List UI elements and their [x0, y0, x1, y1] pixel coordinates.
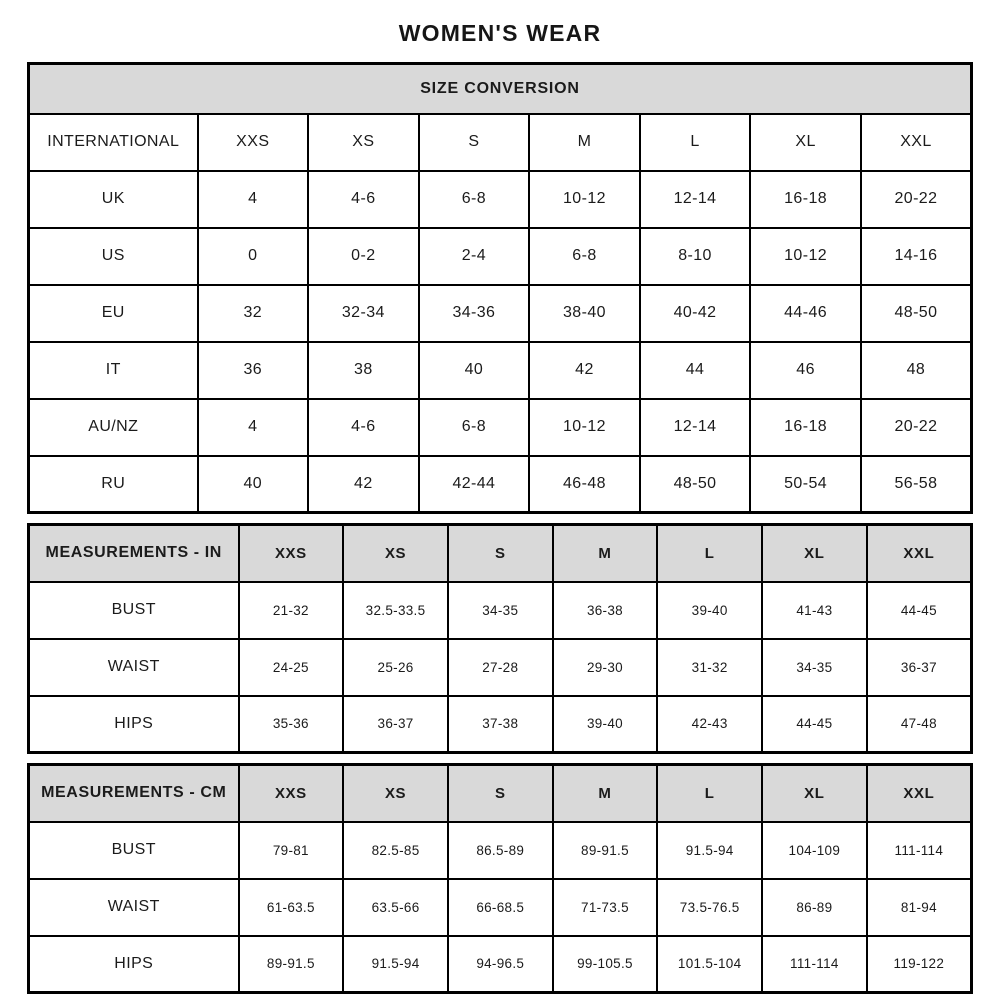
size-value-cell: 16-18 — [750, 171, 861, 228]
size-value-cell: 32 — [198, 285, 309, 342]
size-value-cell: 40 — [198, 456, 309, 513]
size-value-cell: 10-12 — [529, 399, 640, 456]
size-value-cell: 91.5-94 — [657, 822, 762, 879]
size-header: XL — [762, 525, 867, 582]
size-value-cell: 40 — [419, 342, 530, 399]
size-value-cell: 39-40 — [657, 582, 762, 639]
size-value-cell: 71-73.5 — [553, 879, 658, 936]
size-value-cell: 32.5-33.5 — [343, 582, 448, 639]
size-value-cell: 61-63.5 — [239, 879, 344, 936]
table-row — [29, 696, 972, 753]
row-label: WAIST — [29, 879, 239, 936]
size-header: XS — [343, 765, 448, 822]
size-value-cell: 12-14 — [640, 171, 751, 228]
row-label: WAIST — [29, 639, 239, 696]
size-value-cell: 42 — [308, 456, 419, 513]
size-value-cell: 40-42 — [640, 285, 751, 342]
size-header: XXL — [867, 525, 972, 582]
size-value-cell: 34-36 — [419, 285, 530, 342]
size-value-cell: 37-38 — [448, 696, 553, 753]
size-value-cell: 25-26 — [343, 639, 448, 696]
size-header-row — [29, 765, 972, 822]
size-header: XXS — [239, 765, 344, 822]
size-value-cell: 36 — [198, 342, 309, 399]
size-value-cell: 10-12 — [750, 228, 861, 285]
size-value-cell: 29-30 — [553, 639, 658, 696]
size-header-row — [29, 114, 972, 171]
table-row — [29, 936, 972, 993]
size-conversion-table — [27, 62, 973, 514]
size-value-cell: 44-45 — [762, 696, 867, 753]
size-value-cell: 34-35 — [448, 582, 553, 639]
row-label: HIPS — [29, 936, 239, 993]
size-value-cell: 38 — [308, 342, 419, 399]
size-value-cell: 35-36 — [239, 696, 344, 753]
size-value-cell: 8-10 — [640, 228, 751, 285]
size-value-cell: 73.5-76.5 — [657, 879, 762, 936]
measurements-cm-table — [27, 763, 973, 994]
size-value-cell: 119-122 — [867, 936, 972, 993]
row-label: BUST — [29, 822, 239, 879]
size-value-cell: 44 — [640, 342, 751, 399]
size-value-cell: 16-18 — [750, 399, 861, 456]
size-value-cell: 21-32 — [239, 582, 344, 639]
size-value-cell: 24-25 — [239, 639, 344, 696]
table-row — [29, 171, 972, 228]
row-label: US — [29, 228, 198, 285]
size-value-cell: 32-34 — [308, 285, 419, 342]
size-header: L — [640, 114, 751, 171]
size-header: S — [448, 765, 553, 822]
size-value-cell: 4-6 — [308, 171, 419, 228]
size-header: XS — [343, 525, 448, 582]
size-value-cell: 36-37 — [343, 696, 448, 753]
corner-header-label: MEASUREMENTS - IN — [29, 525, 239, 582]
size-header: XL — [750, 114, 861, 171]
row-label: BUST — [29, 582, 239, 639]
size-value-cell: 99-105.5 — [553, 936, 658, 993]
size-value-cell: 27-28 — [448, 639, 553, 696]
size-value-cell: 50-54 — [750, 456, 861, 513]
table-row — [29, 342, 972, 399]
size-value-cell: 4 — [198, 399, 309, 456]
row-label: RU — [29, 456, 198, 513]
size-header-row — [29, 525, 972, 582]
table-row — [29, 582, 972, 639]
size-value-cell: 47-48 — [867, 696, 972, 753]
size-value-cell: 20-22 — [861, 171, 972, 228]
size-header: XL — [762, 765, 867, 822]
size-value-cell: 91.5-94 — [343, 936, 448, 993]
table-row — [29, 879, 972, 936]
size-value-cell: 79-81 — [239, 822, 344, 879]
size-value-cell: 46 — [750, 342, 861, 399]
size-value-cell: 2-4 — [419, 228, 530, 285]
measurements-in-table — [27, 523, 973, 754]
size-value-cell: 46-48 — [529, 456, 640, 513]
size-value-cell: 42 — [529, 342, 640, 399]
corner-header-label: INTERNATIONAL — [29, 114, 198, 171]
size-header: S — [448, 525, 553, 582]
size-header: XXS — [239, 525, 344, 582]
size-header: M — [529, 114, 640, 171]
size-value-cell: 48-50 — [861, 285, 972, 342]
size-value-cell: 104-109 — [762, 822, 867, 879]
size-value-cell: 0 — [198, 228, 309, 285]
table-row — [29, 228, 972, 285]
size-value-cell: 48 — [861, 342, 972, 399]
size-value-cell: 89-91.5 — [239, 936, 344, 993]
size-value-cell: 44-45 — [867, 582, 972, 639]
size-value-cell: 101.5-104 — [657, 936, 762, 993]
size-value-cell: 6-8 — [419, 171, 530, 228]
row-label: IT — [29, 342, 198, 399]
row-label: HIPS — [29, 696, 239, 753]
size-value-cell: 31-32 — [657, 639, 762, 696]
size-value-cell: 94-96.5 — [448, 936, 553, 993]
size-value-cell: 48-50 — [640, 456, 751, 513]
page-title: WOMEN'S WEAR — [398, 20, 602, 46]
size-value-cell: 6-8 — [419, 399, 530, 456]
row-label: EU — [29, 285, 198, 342]
table-title: SIZE CONVERSION — [29, 64, 972, 114]
size-value-cell: 36-38 — [553, 582, 658, 639]
table-row — [29, 399, 972, 456]
size-value-cell: 0-2 — [308, 228, 419, 285]
size-header: L — [657, 525, 762, 582]
size-value-cell: 63.5-66 — [343, 879, 448, 936]
size-header: S — [419, 114, 530, 171]
size-value-cell: 6-8 — [529, 228, 640, 285]
table-row — [29, 639, 972, 696]
size-value-cell: 14-16 — [861, 228, 972, 285]
row-label: UK — [29, 171, 198, 228]
size-value-cell: 10-12 — [529, 171, 640, 228]
size-value-cell: 20-22 — [861, 399, 972, 456]
size-header: M — [553, 765, 658, 822]
size-header: XXL — [867, 765, 972, 822]
size-header: L — [657, 765, 762, 822]
size-header: M — [553, 525, 658, 582]
size-header: XS — [308, 114, 419, 171]
size-value-cell: 36-37 — [867, 639, 972, 696]
table-row — [29, 822, 972, 879]
size-value-cell: 56-58 — [861, 456, 972, 513]
size-value-cell: 89-91.5 — [553, 822, 658, 879]
size-header: XXL — [861, 114, 972, 171]
size-value-cell: 81-94 — [867, 879, 972, 936]
table-row — [29, 456, 972, 513]
size-value-cell: 12-14 — [640, 399, 751, 456]
size-value-cell: 4 — [198, 171, 309, 228]
size-value-cell: 66-68.5 — [448, 879, 553, 936]
size-value-cell: 4-6 — [308, 399, 419, 456]
size-value-cell: 44-46 — [750, 285, 861, 342]
row-label: AU/NZ — [29, 399, 198, 456]
size-value-cell: 42-43 — [657, 696, 762, 753]
size-value-cell: 111-114 — [867, 822, 972, 879]
size-value-cell: 39-40 — [553, 696, 658, 753]
size-value-cell: 38-40 — [529, 285, 640, 342]
corner-header-label: MEASUREMENTS - CM — [29, 765, 239, 822]
size-value-cell: 34-35 — [762, 639, 867, 696]
size-value-cell: 42-44 — [419, 456, 530, 513]
size-value-cell: 86-89 — [762, 879, 867, 936]
size-value-cell: 41-43 — [762, 582, 867, 639]
size-header: XXS — [198, 114, 309, 171]
table-row — [29, 285, 972, 342]
size-value-cell: 82.5-85 — [343, 822, 448, 879]
size-value-cell: 111-114 — [762, 936, 867, 993]
size-value-cell: 86.5-89 — [448, 822, 553, 879]
